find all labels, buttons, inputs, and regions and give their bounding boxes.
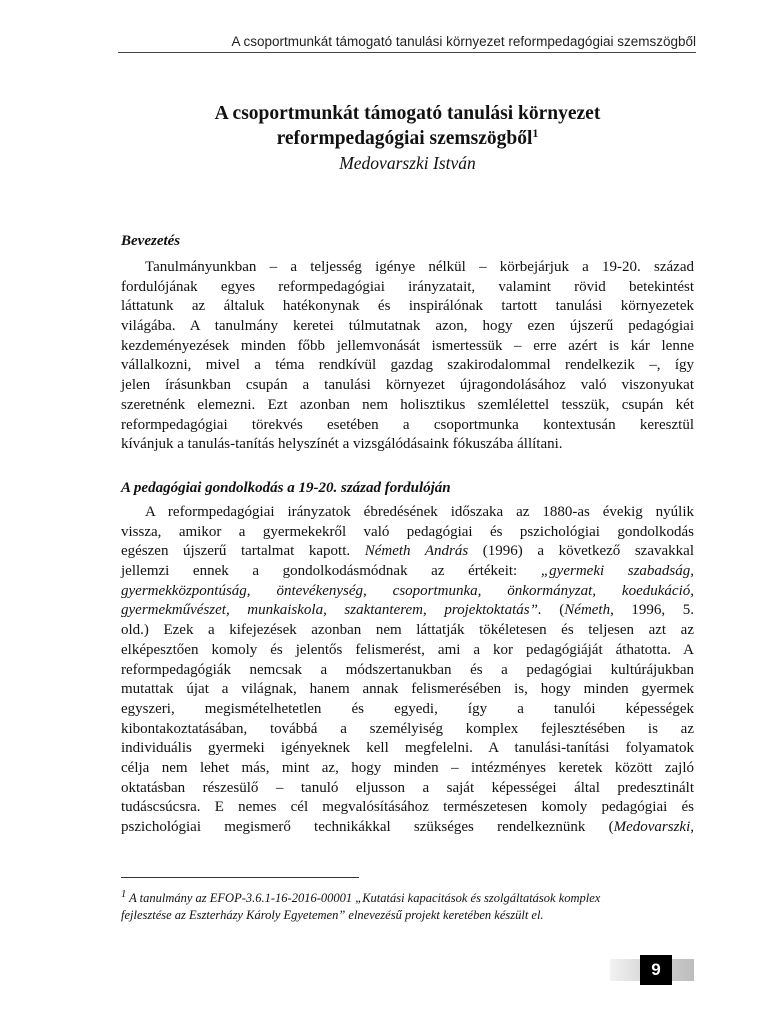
cited-author: Németh András <box>364 543 469 560</box>
paper-title-line-2 <box>120 126 695 151</box>
text-line: világába. A tanulmány keretei túlmutatnak azon, hogy ezen újszerű pedagógiai <box>121 318 694 335</box>
footnote-line: fejlesztése az Eszterházy Károly Egyetemen” elnevezésű projekt keretében készült el. <box>121 908 544 923</box>
text-line: fordulójának egyes reformpedagógiai irányzatait, valamint rövid betekintést <box>121 278 694 295</box>
text-line: mutattak újat a világnak, hanem annak felismerésében is, hogy minden gyermek <box>121 681 694 698</box>
introduction-paragraph <box>121 258 694 455</box>
title-text: reformpedagógiai szemszögből <box>276 128 533 149</box>
text-line: jelen írásunkban csupán a tanulási környezet újragondolásához való viszonyukat <box>121 377 694 394</box>
text-line: vállalkozni, mivel a téma rendkívül gazdag szakirodalommal rendelkezik –, így <box>121 357 694 374</box>
text-line <box>121 562 694 582</box>
text-line: egyszeri, megismételhetetlen és egyedi, így a tanulói képességek <box>121 700 694 717</box>
text-line: old.) Ezek a kifejezések azonban nem láttatják tökéletesen és teljesen azt az <box>121 622 694 639</box>
text-line: kezdeményezések minden főbb jellemvonását ismertessük – erre azért is kár lenne <box>121 337 694 354</box>
text-line: célja nem lehet más, mint az, hogy minden – intézményes keretek között zajló <box>121 759 694 776</box>
text-line: A reformpedagógiai irányzatok ébredésének időszaka az 1880-as évekig nyúlik <box>145 504 694 520</box>
cited-author: Németh <box>564 602 611 619</box>
page-number: 9 <box>640 955 672 985</box>
text-line: reformpedagógiák nemcsak a módszertanukban és a pedagógiai kultúrájukban <box>121 661 694 678</box>
footnote-mark: 1 <box>121 889 127 900</box>
text-segment: (1996) a következő szavakkal <box>482 543 694 560</box>
text-line: tudáscsúcsra. E nemes cél megvalósításához természetesen komoly pedagógiai és <box>121 799 694 816</box>
text-segment: , 1996, 5. <box>610 602 695 619</box>
footnote-rule <box>121 877 359 878</box>
quotation: „gyermeki szabadság, <box>540 563 694 580</box>
quotation: gyermekművészet, munkaiskola, szaktanterem, projektoktatás”. <box>121 602 542 619</box>
text-segment: pszichológiai megismerő technikákkal szükséges rendelkeznünk ( <box>121 819 614 835</box>
text-line: kívánjuk a tanulás-tanítás helyszínét a vizsgálódásaink fókuszába állítani. <box>121 436 563 453</box>
text-segment: ( <box>559 602 565 619</box>
text-line <box>121 542 694 562</box>
text-line: individuális gyermeki igényeknek kell megfelelni. A tanulási-tanítási folyamatok <box>121 740 694 757</box>
text-line: Tanulmányunkban – a teljesség igénye nélkül – körbejárjuk a 19-20. század <box>145 259 694 275</box>
text-line: szeretnénk elemezni. Ezt azonban nem holisztikus szemlélettel tesszük, csupán két <box>121 396 694 413</box>
text-segment: jellemzi ennek a gondolkodásmódnak az értékeit: <box>121 563 518 580</box>
text-line <box>121 818 694 838</box>
pedagogical-thinking-paragraph <box>121 503 694 838</box>
quotation-line: gyermekközpontúság, öntevékenység, csoportmunka, önkormányzat, koedukáció, <box>121 582 694 599</box>
text-segment: egészen újszerű tartalmat kapott. <box>121 543 351 560</box>
paper-title-line-1: A csoportmunkát támogató tanulási környezet <box>214 103 601 124</box>
author: Medovarszki István <box>339 153 476 173</box>
text-line: elképesztően komoly és jelentős felismerést, ami a kor pedagógiáját áthatotta. A <box>121 641 694 658</box>
footnote <box>121 886 694 924</box>
text-line: reformpedagógiai törekvés esetében a csoportmunka kontextusán keresztül <box>121 416 694 433</box>
section-heading-introduction: Bevezetés <box>121 233 181 249</box>
cited-author: Medovarszki, <box>613 819 694 835</box>
text-line: láttatunk az általuk hatékonynak és inspirálónak tartott tanulási környezetek <box>121 298 694 315</box>
footnote-line <box>121 886 694 907</box>
text-line <box>121 601 694 621</box>
text-line: kibontakoztatásában, továbbá a személyiség komplex fejlesztésében is az <box>121 720 694 737</box>
title-footnote-mark: 1 <box>532 126 539 140</box>
text-line: vissza, amikor a gyermekekről való pedagógiai és pszichológiai gondolkodás <box>121 523 694 540</box>
footnote-text: A tanulmány az EFOP-3.6.1-16-2016-00001 „Kutatási kapacitások és szolgáltatások komplex <box>129 891 601 906</box>
text-line: oktatásban részesülő – tanuló eljusson a saját képességei által predesztinált <box>121 779 694 796</box>
running-head: A csoportmunkát támogató tanulási környezet reformpedagógiai szemszögből <box>231 34 696 49</box>
header-rule <box>118 52 696 53</box>
section-heading-pedagogical-thinking: A pedagógiai gondolkodás a 19-20. század fordulóján <box>121 480 451 496</box>
